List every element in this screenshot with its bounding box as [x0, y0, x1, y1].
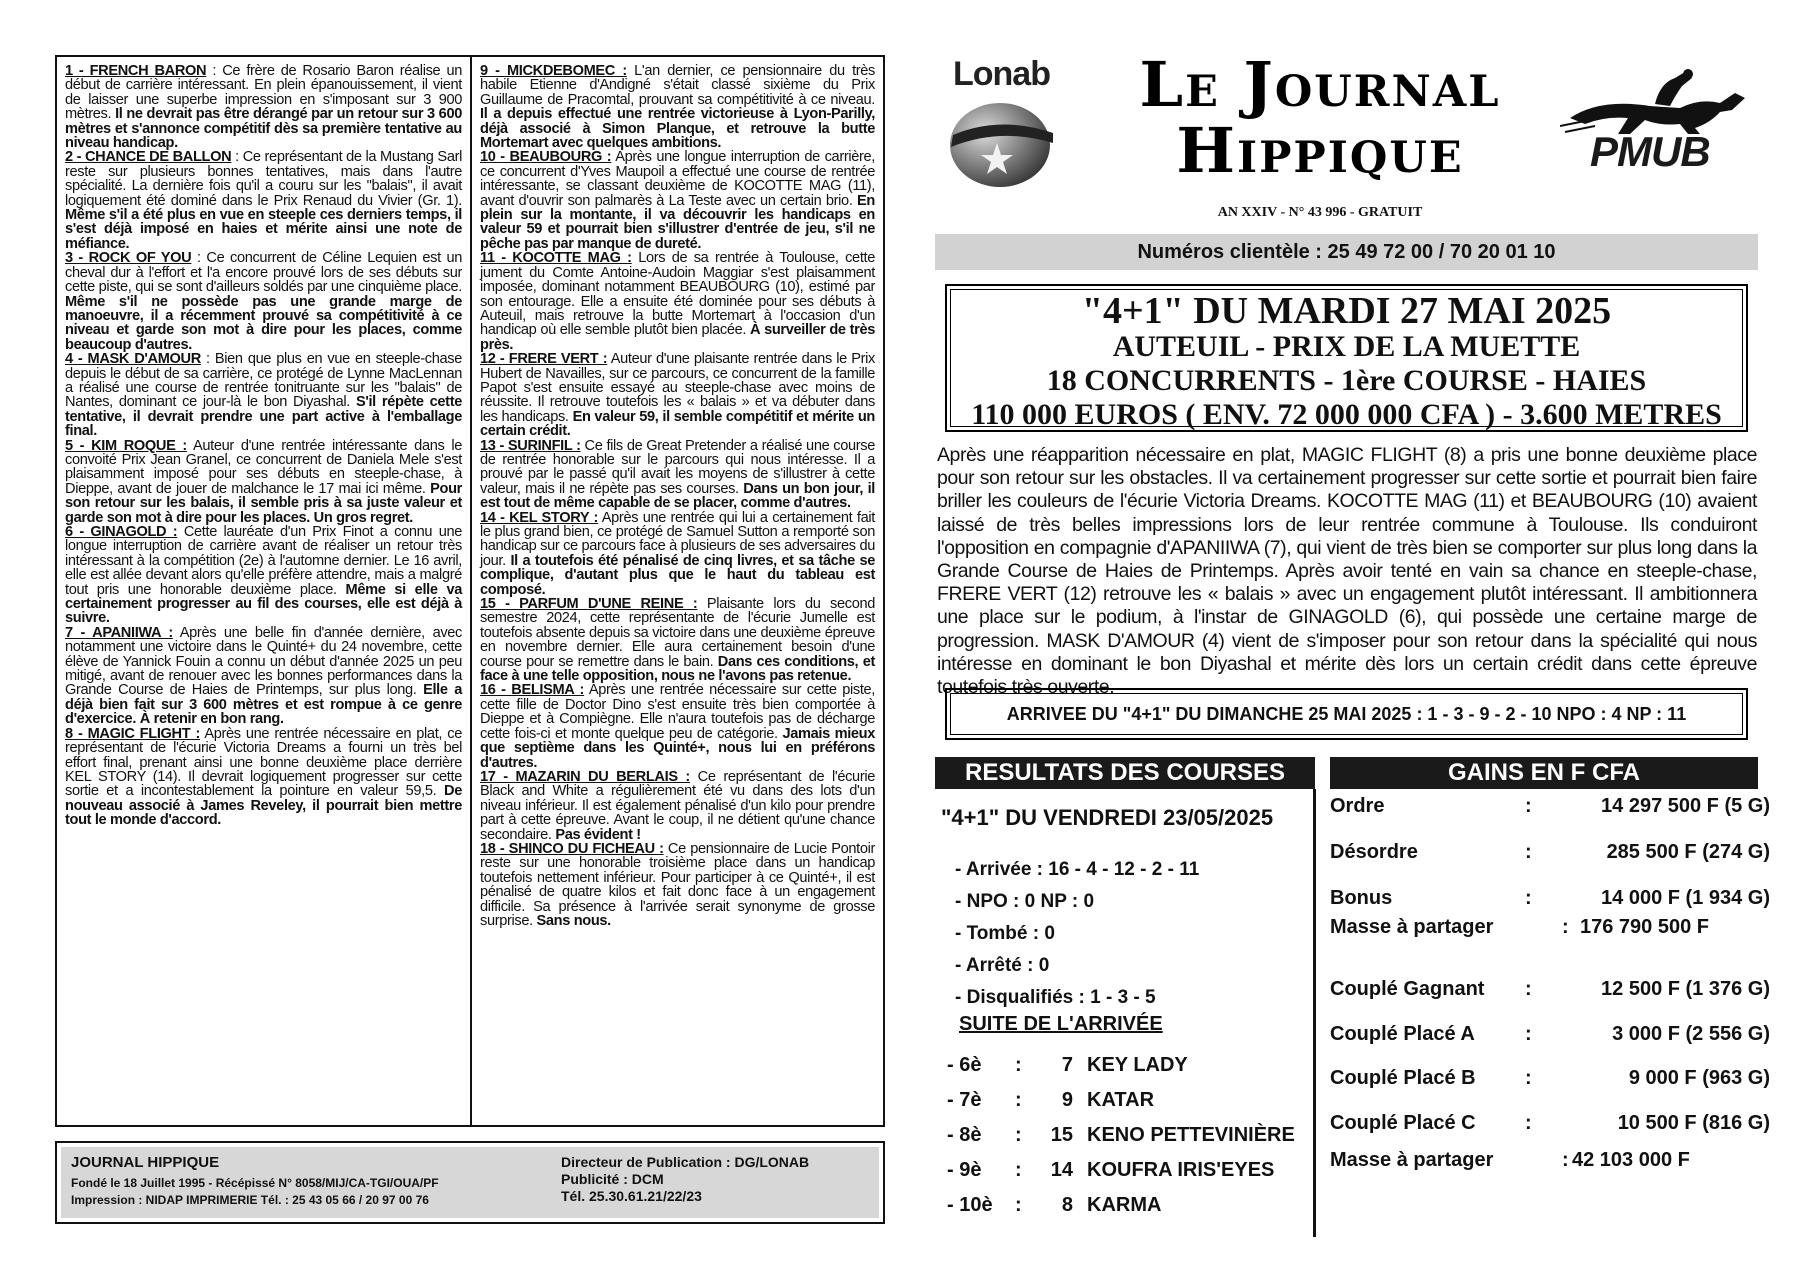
horse-entry-text: : Ce représentant de la Mustang Sarl reste sur plusieurs bonnes tentatives, mais dans l'autre spécialité. La dernière fois qu'il a couru sur les "balais", il avait logiquement été dominé dans le Prix Renaud du Vivier (Gr. 1). — [65, 149, 462, 209]
horse-entry — [480, 683, 875, 769]
results-subtitle: "4+1" DU VENDREDI 23/05/2025 — [941, 805, 1274, 830]
horse-analysis-box — [55, 55, 885, 1127]
horse-entry-heading: 18 - SHINCO DU FICHEAU : — [480, 840, 664, 857]
horse-entry-text: Après une longue interruption de carrière, ce concurrent d'Yves Maupoil a effectué une course de rentrée intéressante, se classant deuxième de KOCOTTE MAG (11), avant d'ouvrir son palmarès à La Teste avec un certain brio. — [480, 149, 875, 209]
credits-printing: Impression : NIDAP IMPRIMERIE Tél. : 25 43 05 66 / 20 97 00 76 — [71, 1193, 429, 1207]
horse-entry-verdict: Il a toutefois été pénalisé de cinq livres, et sa tâche se complique, d'autant plus que le haut du tableau est composé. — [480, 552, 876, 598]
horse-entry-text: Ce représentant de l'écurie Black and White a régulièrement été vu dans des lots d'un niveau inférieur. Il est également pénalisé d'un kilo pour prendre part à cette épreuve. Avant le coup, il ne détient qu'une chance secondaire. — [480, 768, 875, 843]
gain-separator: : — [1525, 887, 1532, 909]
horse-entry-heading: 7 - APANIIWA : — [65, 624, 173, 641]
credits-director: Directeur de Publication : DG/LONAB — [561, 1154, 810, 1170]
horse-entry-heading: 11 - KOCOTTE MAG : — [480, 250, 632, 267]
suite-title: SUITE DE L'ARRIVÉE — [959, 1013, 1163, 1035]
results-line: - NPO : 0 NP : 0 — [955, 891, 1095, 912]
horse-entry-verdict: Elle a déjà bien fait sur 3 600 mètres et est rompue à ce genre d'exercice. À retenir en bon rang. — [65, 682, 462, 728]
gain-label: Couplé Placé A — [1330, 1023, 1475, 1045]
horse-entry-text: Plaisante lors du second semestre 2024, cette représentante de l'écurie Jumelle est toutefois absente depuis sa victoire dans une deuxième épreuve en novembre dernier. Elle aura certainement besoin d'une course pour se remettre dans le bain. — [480, 596, 875, 670]
gain-separator: : — [1525, 1112, 1532, 1134]
results-line: - Arrêté : 0 — [955, 955, 1050, 976]
suite-separator: : — [1015, 1194, 1022, 1216]
race-info: 18 CONCURRENTS - 1ère COURSE - HAIES — [1046, 364, 1647, 397]
gain-label: Masse à partager — [1330, 916, 1494, 938]
horse-entry-text: Après une belle fin d'année dernière, avec notamment une victoire dans le Quinté+ du 24 novembre, cette élève de Yannick Fouin a connu un début d'année 2025 un peu mitigé, avant de renouer avec les bonnes performances dans la Grande Course de Haies de Printemps, sur plus long. — [65, 624, 463, 699]
pmub-logo — [1560, 68, 1750, 178]
client-phone-banner: Numéros clientèle : 25 49 72 00 / 70 20 01 10 — [935, 234, 1758, 270]
horse-entry — [65, 626, 462, 727]
race-results — [935, 789, 1316, 1237]
gain-row — [1330, 795, 1770, 823]
gain-separator: : — [1525, 795, 1532, 817]
suite-row — [947, 1089, 1307, 1119]
horse-entry — [65, 352, 462, 438]
gain-label: Bonus — [1330, 887, 1393, 909]
previous-arrival-text: ARRIVEE DU "4+1" DU DIMANCHE 25 MAI 2025 : 1 - 3 - 9 - 2 - 10 NPO : 4 NP : 11 — [950, 693, 1743, 735]
horse-entry-verdict: Même s'il ne possède pas une grande marge de manoeuvre, il a récemment prouvé sa compétitivité à ce niveau et garde son mot à dire pour les places, comme beaucoup d'autres. — [65, 293, 462, 353]
pmub-logo-text: PMUB — [1590, 128, 1710, 175]
horse-entry-verdict: Sans nous. — [536, 912, 611, 929]
horse-entry — [480, 597, 875, 683]
gain-value: 9 000 F (963 G) — [1628, 1067, 1770, 1089]
horse-entry-text: Après une rentrée nécessaire sur cette piste, cette fille de Doctor Dino s'est ensuite très bien comportée à Dieppe et à Compiègne. Elle n'aura toutefois pas de décharge cette fois-ci et monte quelque peu de catégorie. — [480, 682, 875, 742]
gain-value: 3 000 F (2 556 G) — [1612, 1023, 1770, 1045]
horse-entry-verdict: Jamais mieux que septième dans les Quinté+, nous lui en préférons d'autres. — [480, 725, 875, 771]
suite-position: - 6è — [947, 1054, 982, 1076]
horse-entry — [480, 842, 875, 928]
suite-number: 8 — [1061, 1194, 1073, 1216]
gain-row — [1330, 1067, 1770, 1095]
lonab-globe-icon — [945, 95, 1055, 190]
gain-separator: : — [1525, 1023, 1532, 1045]
credits-publicity: Publicité : DCM — [561, 1171, 664, 1187]
horse-entry — [65, 150, 462, 251]
results-line: - Arrivée : 16 - 4 - 12 - 2 - 11 — [955, 859, 1200, 880]
lonab-logo-text: Lonab — [953, 55, 1050, 93]
horse-entry-heading: 9 - MICKDEBOMEC : — [480, 63, 627, 79]
horse-entry-text: Ce pensionnaire de Lucie Pontoir reste sur une honorable troisième place dans un handicap toutefois nettement inférieur. Pour participer à ce Quinté+, il est pénalisé de quatre kilos et fait donc face à un engagement difficile. Sa présence à l'arrivée serait synonyme de grosse surprise. — [480, 840, 875, 929]
gain-label: Couplé Placé C — [1330, 1112, 1476, 1134]
analysis-column-2 — [470, 57, 883, 1125]
horse-entry-verdict: Dans ces conditions, et face à une telle opposition, nous ne l'avons pas retenue. — [480, 653, 875, 685]
suite-horse-name: KOUFRA IRIS'EYES — [1087, 1159, 1275, 1181]
gain-row — [1330, 1112, 1770, 1140]
gain-value: 14 297 500 F (5 G) — [1601, 795, 1770, 817]
gain-row — [1330, 1023, 1770, 1051]
horse-entry-verdict: De nouveau associé à James Reveley, il pourrait bien mettre tout le monde d'accord. — [65, 783, 462, 829]
results-header: RESULTATS DES COURSES — [935, 757, 1315, 789]
horse-entry-heading: 15 - PARFUM D'UNE REINE : — [480, 596, 698, 613]
horse-entry-text: Auteur d'une rentrée intéressante dans le convoité Prix Jean Granel, ce concurrent de Daniela Mele s'est plaisamment imposé pour ses débuts en steeple-chase, à Dieppe, avant de jouer de malchance le 17 mai ici même. — [65, 437, 462, 497]
gains-table — [1330, 789, 1770, 1237]
gain-value: 176 790 500 F — [1580, 916, 1709, 938]
credits-title: JOURNAL HIPPIQUE — [71, 1154, 220, 1171]
masthead-line-1: Le Journal — [1139, 48, 1501, 121]
horse-entry — [65, 525, 462, 626]
gain-label: Ordre — [1330, 795, 1385, 817]
horse-entry — [480, 770, 875, 842]
suite-number: 7 — [1061, 1054, 1073, 1076]
horse-entry — [480, 439, 875, 511]
gain-value: 10 500 F (816 G) — [1617, 1112, 1770, 1134]
race-prize: 110 000 EUROS ( ENV. 72 000 000 CFA ) - 3.600 METRES — [971, 398, 1722, 431]
horse-entry-verdict: Pas évident ! — [555, 826, 641, 843]
horse-entry-verdict: Même s'il a été plus en vue en steeple ces derniers temps, il s'est déjà imposé en haies et mérite ainsi une note de méfiance. — [65, 207, 462, 252]
suite-row — [947, 1194, 1307, 1224]
horse-entry-heading: 5 - KIM ROQUE : — [65, 437, 187, 454]
gain-label: Masse à partager — [1330, 1149, 1494, 1171]
horse-entry-heading: 12 - FRERE VERT : — [480, 351, 608, 368]
horse-entry-verdict: S'il répète cette tentative, il devrait prendre une part active à l'emballage final. — [65, 394, 462, 440]
horse-entry — [480, 352, 875, 438]
gain-value: 42 103 000 F — [1572, 1149, 1690, 1171]
gain-separator: : — [1525, 841, 1532, 863]
suite-position: - 7è — [947, 1089, 982, 1111]
suite-number: 9 — [1061, 1089, 1073, 1111]
horse-entry-text: L'an dernier, ce pensionnaire du très habile Etienne d'Andigné s'était classé sixième du Prix Guillaume de Pracomtal, prouvant sa compétitivité à ce niveau. — [480, 63, 875, 108]
issue-number: AN XXIV - N° 43 996 - GRATUIT — [1217, 205, 1423, 220]
gain-label: Désordre — [1330, 841, 1418, 863]
publication-credits — [55, 1141, 885, 1224]
horse-entry-verdict: Pour son retour sur les balais, il semble pris à sa juste valeur et garde son mot à dire pour les places. Un gros regret. — [65, 480, 462, 526]
gain-separator: : — [1562, 1149, 1569, 1171]
horse-entry — [65, 64, 462, 150]
gain-row — [1330, 1149, 1770, 1177]
horse-entry-text: : Ce concurrent de Céline Lequien est un cheval dur à l'effort et l'a encore prouvé lors de ses débuts sur cette piste, qui se sont d'ailleurs soldés par une cinquième place. — [65, 250, 462, 296]
horse-entry-verdict: En plein sur la montante, il va découvrir les handicaps en valeur 59 et pourrait bien s'illustrer d'entrée de jeu, s'il ne pêche pas par manque de dureté. — [480, 192, 875, 252]
race-venue: AUTEUIL - PRIX DE LA MUETTE — [1112, 330, 1581, 363]
suite-separator: : — [1015, 1159, 1022, 1181]
horse-entry-text: : Ce frère de Rosario Baron réalise un début de carrière intéressant. En plein épanouissement, il vient de laisser une superbe impression en s'imposant sur 3 900 mètres. — [65, 63, 462, 123]
race-summary: Après une réapparition nécessaire en plat, MAGIC FLIGHT (8) a pris une bonne deuxième place pour son retour sur les obstacles. Il va certainement progresser sur cette sortie et pourrait bien faire briller les couleurs de l'écurie Victoria Dreams. KOCOTTE MAG (11) et BEAUBOURG (10) avaient laissé de très belles impressions lors de leur rentrée commune à Toulouse. Ils conduiront l'opposition en compagnie d'APANIIWA (7), qui vient de très bien se comporter sur plus long dans la Grande Course de Haies de Printemps. Après avoir tenté en vain sa chance en steeple-chase, FRERE VERT (12) retrouve les « balais » avec un engagement plutôt intéressant. Il ambitionnera une place sur le podium, à l'instar de GINAGOLD (6), qui possède une certaine marge de progression. MASK D'AMOUR (4) vient de s'imposer pour son retour dans la spécialité qui nous intéresse en dominant le bon Diyashal et mérite dès lors un certain crédit dans cette épreuve toutefois très ouverte. — [937, 444, 1757, 699]
horse-entry-heading: 1 - FRENCH BARON — [65, 63, 207, 79]
horse-entry-text: Ce fils de Great Pretender a réalisé une course de rentrée honorable sur le parcours qui nous intéresse. Il a prouvé par le passé qu'il avait les moyens de s'illustrer à cette valeur, mais il ne répète pas ses courses. — [480, 437, 875, 497]
horse-entry-verdict: Il a depuis effectué une rentrée victorieuse à Lyon-Parilly, déjà associé à Simon Planque, et retrouve la butte Mortemart avec quelques ambitions. — [480, 106, 875, 152]
horse-entry-text: Auteur d'une plaisante rentrée dans le Prix Hubert de Navailles, sur ce parcours, ce concurrent de la famille Papot s'est ensuite essayé au steeple-chase avec moins de réussite. Il retrouve toutefois les « balais » et va débuter dans les handicaps. — [480, 351, 875, 425]
gains-header: GAINS EN F CFA — [1330, 757, 1758, 789]
horse-entry-heading: 4 - MASK D'AMOUR — [65, 351, 201, 368]
gain-separator: : — [1562, 916, 1569, 938]
suite-number: 14 — [1050, 1159, 1073, 1181]
suite-horse-name: KEY LADY — [1087, 1054, 1188, 1076]
horse-entry-verdict: En valeur 59, il semble compétitif et mérite un certain crédit. — [480, 408, 875, 440]
horse-entry-heading: 2 - CHANCE DE BALLON — [65, 149, 232, 166]
suite-number: 15 — [1050, 1124, 1073, 1146]
analysis-column-1 — [57, 57, 470, 1125]
credits-phone: Tél. 25.30.61.21/22/23 — [561, 1188, 702, 1204]
gain-label: Couplé Placé B — [1330, 1067, 1476, 1089]
horse-entry-heading: 3 - ROCK OF YOU — [65, 250, 192, 267]
suite-separator: : — [1015, 1054, 1022, 1076]
gain-separator: : — [1525, 1067, 1532, 1089]
horse-entry-heading: 17 - MAZARIN DU BERLAIS : — [480, 768, 690, 785]
suite-position: - 9è — [947, 1159, 982, 1181]
gain-row — [1330, 841, 1770, 869]
gain-label: Couplé Gagnant — [1330, 978, 1485, 1000]
results-line: - Disqualifiés : 1 - 3 - 5 — [955, 987, 1156, 1008]
horse-entry — [480, 511, 875, 597]
horse-entry — [65, 439, 462, 525]
suite-separator: : — [1015, 1124, 1022, 1146]
gain-value: 14 000 F (1 934 G) — [1601, 887, 1770, 909]
horse-entry-text: Après une rentrée qui lui a certainement fait le plus grand bien, ce protégé de Samuel Sutton a remporté son handicap sur ce parcours face à plusieurs de ses adversaires du jour. — [480, 509, 875, 569]
horse-entry — [480, 150, 875, 251]
credits-founded: Fondé le 18 Juillet 1995 - Récépissé N° 8058/MIJ/CA-TGI/OUA/PF — [71, 1176, 439, 1190]
horse-entry-heading: 14 - KEL STORY : — [480, 509, 599, 526]
horse-entry-text: : Bien que plus en vue en steeple-chase depuis le début de sa carrière, ce protégé de Lynne MacLennan a réalisé une course de rentrée tonitruante sur les "balais" de Nantes, dominant ce jour-là le bon Diyashal. — [65, 351, 462, 411]
gain-row — [1330, 916, 1770, 944]
horse-entry-heading: 10 - BEAUBOURG : — [480, 149, 612, 166]
suite-horse-name: KENO PETTEVINIÈRE — [1087, 1124, 1295, 1146]
horse-entry-heading: 6 - GINAGOLD : — [65, 524, 178, 540]
suite-horse-name: KATAR — [1087, 1089, 1155, 1111]
horse-entry-verdict: À surveiller de très près. — [480, 322, 875, 353]
horse-entry-text: Lors de sa rentrée à Toulouse, cette jument du Comte Antoine-Audoin Maggiar s'est plaisamment imposée, dominant notamment BEAUBOURG (10), estimé par son entourage. Elle a ensuite été dominée pour ses débuts à Auteuil, mais retrouve la butte Mortemart à l'occasion d'un handicap où elle semble plutôt bien placée. — [480, 250, 875, 339]
gain-row — [1330, 887, 1770, 915]
horse-entry-text: Après une rentrée nécessaire en plat, ce représentant de l'écurie Victoria Dreams a fourni un très bel effort final, prenant ainsi une bonne deuxième place derrière KEL STORY (14). Il devrait logiquement progresser sur cette sortie et a incontestablement la pointure en valeur 59,5. — [65, 725, 462, 800]
suite-separator: : — [1015, 1089, 1022, 1111]
horse-entry-verdict: Dans un bon jour, il est tout de même capable de se placer, comme d'autres. — [480, 480, 875, 512]
previous-arrival — [945, 688, 1748, 740]
suite-horse-name: KARMA — [1087, 1194, 1162, 1216]
gain-row — [1330, 978, 1770, 1006]
suite-position: - 10è — [947, 1194, 993, 1216]
suite-row — [947, 1159, 1307, 1189]
results-line: - Tombé : 0 — [955, 923, 1055, 944]
race-date: "4+1" DU MARDI 27 MAI 2025 — [1081, 290, 1612, 332]
masthead-line-2: Hippique — [1176, 114, 1464, 187]
gain-value: 12 500 F (1 376 G) — [1601, 978, 1770, 1000]
horse-entry — [480, 64, 875, 150]
horse-entry-verdict: Même si elle va certainement progresser au fil des courses, elle est déjà à suivre. — [65, 581, 463, 627]
suite-position: - 8è — [947, 1124, 982, 1146]
gain-separator: : — [1525, 978, 1532, 1000]
race-headline — [945, 284, 1748, 432]
gain-value: 285 500 F (274 G) — [1606, 841, 1770, 863]
horse-entry — [65, 251, 462, 352]
suite-row — [947, 1124, 1307, 1154]
horse-entry-verdict: Il ne devrait pas être dérangé par un retour sur 3 600 mètres et s'annonce compétitif dès sa première tentative au niveau handicap. — [65, 106, 462, 152]
suite-row — [947, 1054, 1307, 1084]
horse-entry — [65, 727, 462, 828]
horse-entry — [480, 251, 875, 352]
horse-entry-heading: 8 - MAGIC FLIGHT : — [65, 725, 200, 742]
horse-entry-heading: 13 - SURINFIL : — [480, 437, 581, 454]
lonab-logo — [945, 55, 1070, 190]
horse-entry-text: Cette lauréate d'un Prix Finot a connu une longue interruption de carrière avant de réaliser un retour très intéressant à la compétition (2e) à l'automne dernier. Le 16 avril, elle est allée devant alors qu'elle préfère attendre, mais a malgré tout pris une honorable deuxième place. — [65, 524, 462, 598]
masthead-title — [1090, 48, 1550, 187]
horse-entry-heading: 16 - BELISMA : — [480, 682, 585, 699]
